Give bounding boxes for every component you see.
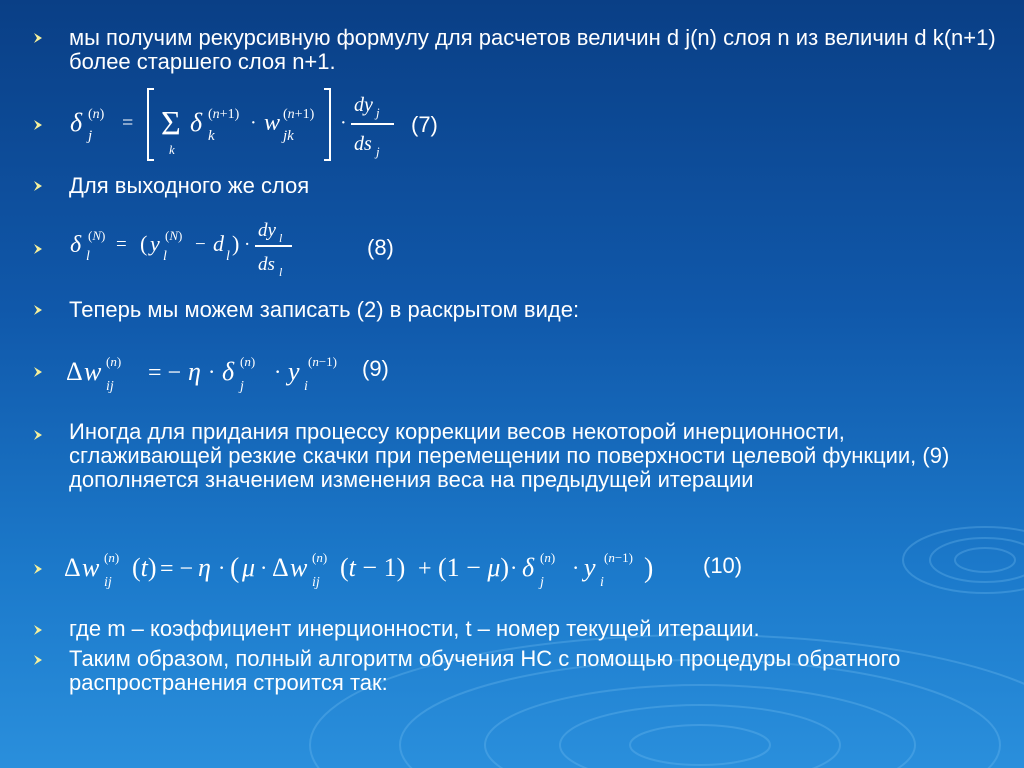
arrow-bullet-icon [31, 242, 45, 256]
arrow-bullet-icon [31, 428, 45, 442]
svg-text:): ) [232, 231, 240, 256]
svg-text:μ: μ [242, 553, 256, 582]
svg-text:(: ( [230, 553, 240, 584]
svg-text:(t): (t) [132, 553, 157, 582]
svg-text:j: j [540, 575, 544, 590]
svg-text:dy: dy [258, 220, 276, 241]
svg-text:δ: δ [70, 108, 83, 137]
svg-text:δ: δ [222, 357, 235, 386]
svg-text:y: y [584, 553, 596, 582]
svg-text:·: · [218, 555, 226, 580]
arrow-bullet-icon [31, 365, 45, 379]
svg-text:Δ: Δ [64, 553, 81, 582]
svg-text:(n): (n) [312, 550, 328, 565]
svg-text:dy: dy [354, 94, 373, 116]
svg-text:ij: ij [106, 379, 114, 394]
arrow-bullet-icon [31, 303, 45, 317]
svg-text:(n−1): (n−1) [308, 354, 338, 369]
arrow-bullet-icon [31, 31, 45, 45]
svg-text:ij: ij [312, 575, 320, 590]
svg-text:·: · [274, 359, 282, 384]
equation-number-8: (8) [367, 235, 394, 260]
arrow-bullet-icon [31, 623, 45, 637]
svg-text:= −: = − [148, 360, 182, 386]
svg-text:k: k [169, 142, 175, 157]
svg-text:(n−1): (n−1) [604, 550, 634, 565]
arrow-bullet-icon [31, 562, 45, 576]
formula-10 [62, 540, 662, 600]
svg-text:j: j [376, 144, 380, 159]
svg-text:(t − 1): (t − 1) [340, 553, 406, 582]
svg-text:w: w [84, 357, 102, 386]
svg-text:j: j [240, 379, 244, 394]
paragraph-full-algorithm: Таким образом, полный алгоритм обучения НС с помощью процедуры обратного распространения строится так: [69, 646, 901, 695]
svg-text:(n+1): (n+1) [208, 107, 240, 122]
formula-8 [68, 214, 318, 284]
svg-text:l: l [86, 249, 90, 264]
svg-text:Δ: Δ [66, 357, 83, 386]
svg-text:(n+1): (n+1) [283, 107, 315, 122]
svg-text:j: j [88, 128, 93, 144]
svg-text:(: ( [140, 231, 148, 256]
svg-text:(n): (n) [104, 550, 120, 565]
svg-text:Δ: Δ [272, 553, 289, 582]
svg-text:ds: ds [354, 133, 372, 155]
formula-7 [68, 84, 408, 168]
svg-text:(N): (N) [165, 228, 183, 243]
svg-text:ij: ij [104, 575, 112, 590]
svg-text:): ) [644, 553, 654, 584]
paragraph-output-layer: Для выходного же слоя [69, 173, 310, 198]
svg-text:l: l [163, 249, 167, 264]
svg-text:=: = [122, 112, 134, 134]
svg-text:δ: δ [190, 108, 203, 137]
svg-text:w: w [264, 110, 281, 136]
equation-number-10: (10) [703, 553, 743, 578]
svg-text:y: y [288, 357, 300, 386]
svg-text:(N): (N) [88, 228, 106, 243]
svg-text:j: j [376, 105, 380, 120]
svg-text:δ: δ [70, 232, 82, 258]
svg-text:·: · [260, 555, 268, 580]
svg-text:·: · [572, 555, 580, 580]
svg-text:·: · [244, 234, 251, 255]
paragraph-recursive-formula: мы получим рекурсивную формулу для расчетов величин d j(n) слоя n из величин d k(n+1) более старшего слоя n+1. [69, 25, 996, 74]
svg-text:l: l [279, 265, 283, 279]
svg-text:(n): (n) [540, 550, 556, 565]
svg-text:w: w [82, 553, 100, 582]
paragraph-inertia: Иногда для придания процессу коррекции весов некоторой инерционности, сглаживающей резкие скачки при перемещении по поверхности целевой функции, (9) дополняется значением изменения веса на предыдущей итерации [69, 419, 950, 492]
svg-text:η: η [198, 553, 211, 582]
svg-text:·: · [250, 112, 257, 134]
arrow-bullet-icon [31, 179, 45, 193]
svg-text:= −: = − [160, 556, 194, 582]
svg-text:(n): (n) [106, 354, 122, 369]
svg-text:(n): (n) [240, 354, 256, 369]
arrow-bullet-icon [31, 118, 45, 132]
svg-text:·: · [340, 112, 347, 134]
paragraph-inertia-coefficient: где m – коэффициент инерционности, t – номер текущей итерации. [69, 616, 760, 641]
svg-text:·: · [208, 359, 216, 384]
svg-text:l: l [279, 231, 283, 245]
svg-text:(n): (n) [88, 107, 105, 122]
formula-9 [64, 344, 364, 404]
svg-text:+: + [418, 556, 432, 582]
svg-text:w: w [290, 553, 308, 582]
equation-number-9: (9) [362, 356, 389, 381]
svg-text:jk: jk [283, 128, 294, 144]
svg-text:k: k [208, 128, 215, 144]
svg-text:·: · [510, 555, 518, 580]
svg-text:=: = [116, 234, 127, 255]
svg-text:y: y [150, 231, 160, 256]
svg-text:i: i [304, 379, 308, 394]
svg-text:i: i [600, 575, 604, 590]
svg-text:l: l [226, 249, 230, 264]
svg-text:(1 − μ): (1 − μ) [438, 553, 510, 582]
paragraph-expanded-form: Теперь мы можем записать (2) в раскрытом виде: [69, 297, 580, 322]
svg-text:d: d [213, 231, 224, 256]
svg-text:δ: δ [522, 553, 535, 582]
svg-text:η: η [188, 357, 201, 386]
equation-number-7: (7) [411, 112, 438, 137]
svg-text:−: − [195, 234, 206, 255]
svg-text:ds: ds [258, 254, 275, 275]
svg-text:Σ: Σ [161, 105, 181, 142]
arrow-bullet-icon [31, 653, 45, 667]
